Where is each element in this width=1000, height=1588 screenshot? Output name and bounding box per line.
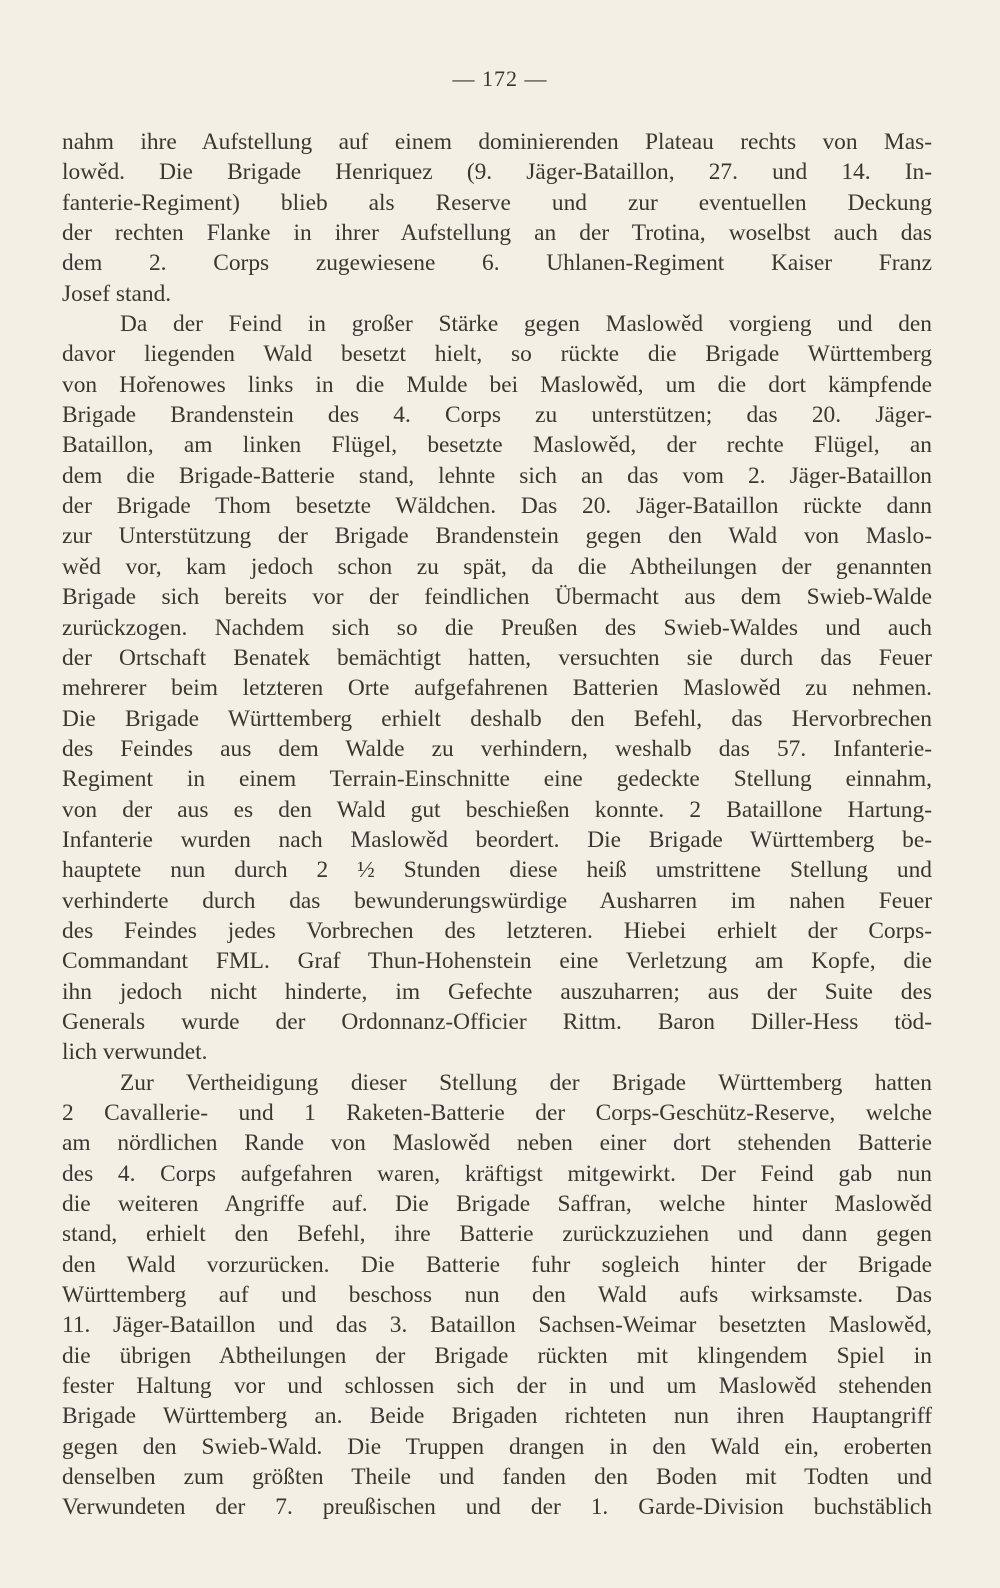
text-line: fanterie-Regiment) blieb als Reserve und zur eventuellen Deckung bbox=[62, 189, 932, 216]
text-line: Josef stand. bbox=[62, 280, 172, 307]
text-line: fester Haltung vor und schlossen sich der in und um Maslowěd stehenden bbox=[62, 1373, 932, 1400]
text-line: 11. Jäger-Bataillon und das 3. Bataillon Sachsen-Weimar besetzten Maslowěd, bbox=[62, 1312, 932, 1339]
text-line: dem 2. Corps zugewiesene 6. Uhlanen-Regiment Kaiser Franz bbox=[62, 250, 932, 277]
text-line: Brigade Brandenstein des 4. Corps zu unterstützen; das 20. Jäger- bbox=[62, 402, 932, 429]
text-line: Regiment in einem Terrain-Einschnitte eine gedeckte Stellung einnahm, bbox=[62, 766, 932, 793]
text-line: Commandant FML. Graf Thun-Hohenstein eine Verletzung am Kopfe, die bbox=[62, 948, 932, 975]
text-line: denselben zum größten Theile und fanden den Boden mit Todten und bbox=[62, 1464, 932, 1491]
text-line: mehrerer beim letzteren Orte aufgefahrenen Batterien Maslowěd zu nehmen. bbox=[62, 675, 932, 702]
text-line: Da der Feind in großer Stärke gegen Maslowěd vorgieng und den bbox=[120, 311, 932, 338]
text-line: zurückzogen. Nachdem sich so die Preußen des Swieb-Waldes und auch bbox=[62, 614, 932, 641]
text-line: Zur Vertheidigung dieser Stellung der Brigade Württemberg hatten bbox=[120, 1069, 932, 1096]
text-line: von der aus es den Wald gut beschießen konnte. 2 Bataillone Hartung- bbox=[62, 796, 932, 823]
text-line: Württemberg auf und beschoss nun den Wald aufs wirksamste. Das bbox=[62, 1282, 932, 1309]
text-line: nahm ihre Aufstellung auf einem dominierenden Plateau rechts von Mas- bbox=[62, 129, 932, 155]
text-line: gegen den Swieb-Wald. Die Truppen drangen in den Wald ein, eroberten bbox=[62, 1433, 932, 1460]
text-line: dem die Brigade-Batterie stand, lehnte sich an das vom 2. Jäger-Bataillon bbox=[62, 462, 932, 489]
text-line: Bataillon, am linken Flügel, besetzte Maslowěd, der rechte Flügel, an bbox=[62, 432, 932, 459]
text-line: Die Brigade Württemberg erhielt deshalb den Befehl, das Hervorbrechen bbox=[62, 705, 932, 732]
text-line: ihn jedoch nicht hinderte, im Gefechte auszuharren; aus der Suite des bbox=[62, 978, 932, 1005]
text-line: am nördlichen Rande von Maslowěd neben einer dort stehenden Batterie bbox=[62, 1130, 932, 1157]
text-line: lich verwundet. bbox=[62, 1039, 208, 1066]
text-line: Generals wurde der Ordonnanz-Officier Rittm. Baron Diller-Hess töd- bbox=[62, 1008, 932, 1035]
text-line: der Brigade Thom besetzte Wäldchen. Das 20. Jäger-Bataillon rückte dann bbox=[62, 493, 932, 520]
page-number: — 172 — bbox=[452, 66, 548, 91]
text-line: davor liegenden Wald besetzt hielt, so rückte die Brigade Württemberg bbox=[62, 341, 932, 368]
text-line: wěd vor, kam jedoch schon zu spät, da die Abtheilungen der genannten bbox=[62, 553, 932, 580]
text-line: Verwundeten der 7. preußischen und der 1. Garde-Division buchstäblich bbox=[62, 1494, 932, 1521]
text-line: der Ortschaft Benatek bemächtigt hatten, versuchten sie durch das Feuer bbox=[62, 644, 932, 671]
text-line: Brigade Württemberg an. Beide Brigaden richteten nun ihren Hauptangriff bbox=[62, 1403, 932, 1430]
text-line: Infanterie wurden nach Maslowěd beordert. Die Brigade Württemberg be- bbox=[62, 826, 932, 853]
body-text bbox=[62, 127, 932, 1523]
text-line: von Hořenowes links in die Mulde bei Maslowěd, um die dort kämpfende bbox=[62, 371, 932, 398]
text-line: zur Unterstützung der Brigade Brandenstein gegen den Wald von Maslo- bbox=[62, 523, 932, 550]
text-line: stand, erhielt den Befehl, ihre Batterie zurückzuziehen und dann gegen bbox=[62, 1221, 932, 1248]
text-line: des 4. Corps aufgefahren waren, kräftigst mitgewirkt. Der Feind gab nun bbox=[62, 1160, 932, 1187]
text-line: lowěd. Die Brigade Henriquez (9. Jäger-Bataillon, 27. und 14. In- bbox=[62, 159, 932, 186]
text-line: Brigade sich bereits vor der feindlichen Übermacht aus dem Swieb-Walde bbox=[62, 584, 932, 611]
text-line: hauptete nun durch 2 ½ Stunden diese heiß umstrittene Stellung und bbox=[62, 857, 932, 884]
text-line: verhinderte durch das bewunderungswürdige Ausharren im nahen Feuer bbox=[62, 887, 932, 914]
text-line: 2 Cavallerie- und 1 Raketen-Batterie der Corps-Geschütz-Reserve, welche bbox=[62, 1100, 932, 1126]
text-line: des Feindes jedes Vorbrechen des letzteren. Hiebei erhielt der Corps- bbox=[62, 917, 932, 944]
text-line: der rechten Flanke in ihrer Aufstellung an der Trotina, woselbst auch das bbox=[62, 220, 932, 247]
text-line: des Feindes aus dem Walde zu verhindern, weshalb das 57. Infanterie- bbox=[62, 735, 932, 762]
text-line: die übrigen Abtheilungen der Brigade rückten mit klingendem Spiel in bbox=[62, 1342, 932, 1369]
text-line: den Wald vorzurücken. Die Batterie fuhr sogleich hinter der Brigade bbox=[62, 1251, 932, 1278]
text-line: die weiteren Angriffe auf. Die Brigade Saffran, welche hinter Maslowěd bbox=[62, 1191, 932, 1218]
